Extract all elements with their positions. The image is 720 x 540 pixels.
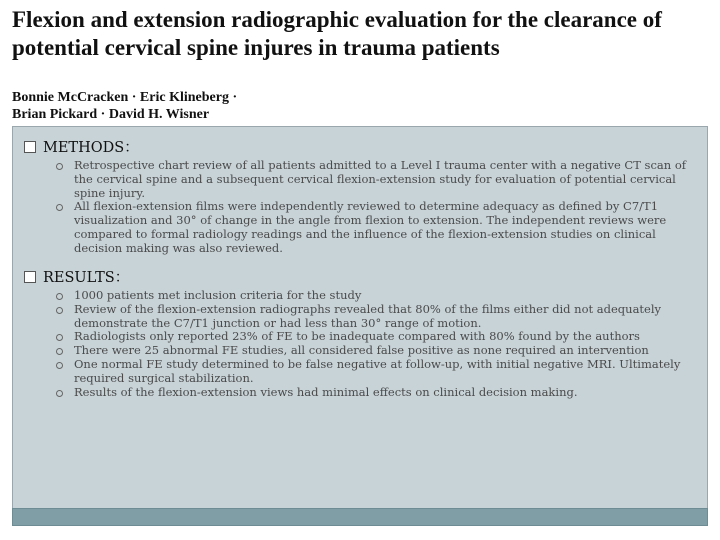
list-item-text: 1000 patients met inclusion criteria for the study: [74, 288, 362, 302]
list-item: [52, 386, 702, 400]
methods-list: [52, 159, 702, 256]
list-item-text: All flexion-extension films were independently reviewed to determine adequacy as defined by C7/T1 visualization and 30° of change in the angle from flexion to extension. The independent reviews were compared to formal radiology readings and the influence of the flexion-extension studies on clinical decision making was also reviewed.: [74, 199, 667, 255]
circle-bullet-icon: [56, 390, 63, 397]
list-item-text: Retrospective chart review of all patients admitted to a Level I trauma center with a negative CT scan of the cervical spine and a subsequent cervical flexion-extension study for evaluation of potential cervical spine injury.: [74, 158, 686, 200]
list-item: [52, 358, 702, 386]
list-item: [52, 200, 702, 255]
square-bullet-icon: [24, 271, 36, 283]
circle-bullet-icon: [56, 293, 63, 300]
results-list: [52, 289, 702, 399]
panel-footer-bar: [12, 508, 708, 526]
list-item-text: Review of the flexion-extension radiographs revealed that 80% of the films either did not adequately demonstrate the C7/T1 junction or had less than 30° range of motion.: [74, 301, 662, 330]
author-line-1: Bonnie McCracken · Eric Klineberg ·: [12, 90, 238, 105]
methods-heading-text: METHODS：: [43, 140, 139, 156]
circle-bullet-icon: [56, 362, 63, 369]
list-item-text: There were 25 abnormal FE studies, all considered false positive as none required an intervention: [74, 343, 649, 358]
author-list: [12, 89, 612, 123]
circle-bullet-icon: [56, 334, 63, 341]
list-item: [52, 289, 702, 303]
results-heading: [24, 266, 129, 287]
list-item: [52, 159, 702, 200]
list-item: [52, 330, 702, 344]
methods-heading: [24, 136, 139, 157]
list-item: [52, 344, 702, 358]
circle-bullet-icon: [56, 307, 63, 314]
author-line-2: Brian Pickard · David H. Wisner: [12, 107, 210, 122]
circle-bullet-icon: [56, 204, 63, 211]
results-heading-text: RESULTS：: [43, 270, 130, 286]
list-item-text: Results of the flexion-extension views had minimal effects on clinical decision making.: [74, 384, 578, 399]
list-item-text: Radiologists only reported 23% of FE to be inadequate compared with 80% found by the authors: [74, 329, 640, 344]
list-item: [52, 303, 702, 331]
circle-bullet-icon: [56, 163, 63, 170]
square-bullet-icon: [24, 141, 36, 153]
circle-bullet-icon: [56, 348, 63, 355]
list-item-text: One normal FE study determined to be false negative at follow-up, with initial negative MRI. Ultimately required surgical stabilization.: [74, 356, 681, 385]
slide-title: Flexion and extension radiographic evaluation for the clearance of potential cervical spine injures in trauma patients: [12, 7, 662, 60]
